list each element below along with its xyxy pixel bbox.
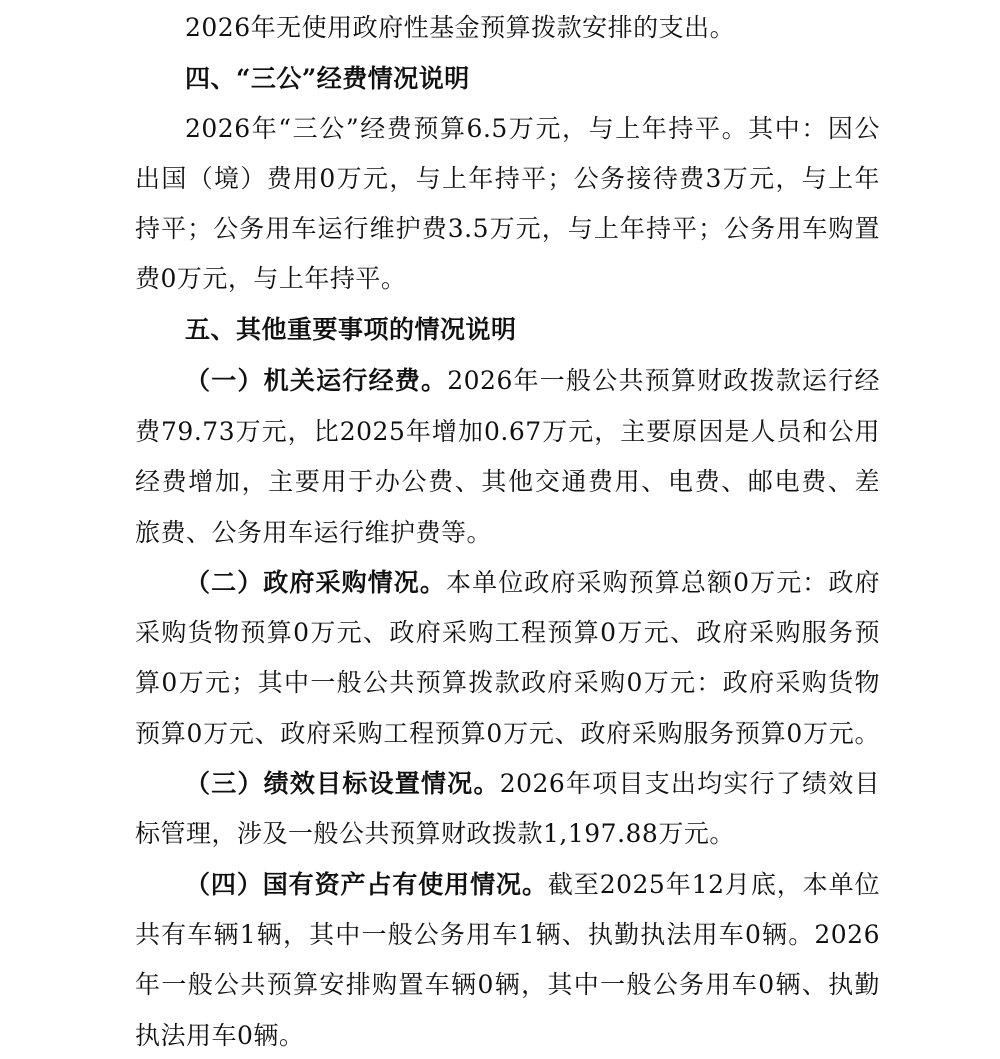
line-text: 采购货物预算0万元、政府采购工程预算0万元、政府采购服务预 — [135, 618, 880, 647]
subsection-lead: （四）国有资产占有使用情况。 — [185, 870, 548, 899]
line-text: 持平；公务用车运行维护费3.5万元，与上年持平；公务用车购置 — [135, 214, 880, 243]
line-text: 2026年项目支出均实行了绩效目 — [499, 769, 880, 798]
paragraph-line — [185, 113, 880, 145]
section-heading-other-matters — [185, 314, 880, 346]
line-text: 共有车辆1辆，其中一般公务用车1辆、执勤执法用车0辆。2026 — [135, 920, 880, 949]
line-text: 截至2025年12月底，本单位 — [547, 870, 880, 899]
subsection-lead: （二）政府采购情况。 — [185, 568, 446, 597]
paragraph-line — [135, 818, 880, 850]
subsection-lead: （三）绩效目标设置情况。 — [185, 769, 500, 798]
paragraph-line — [135, 919, 880, 951]
paragraph-line — [135, 667, 880, 699]
line-text: 预算0万元、政府采购工程预算0万元、政府采购服务预算0万元。 — [135, 719, 880, 748]
paragraph-line — [185, 869, 880, 901]
paragraph-line — [135, 969, 880, 1001]
line-text: 2026年一般公共预算财政拨款运行经 — [447, 366, 880, 395]
heading-text: 四、“三公”经费情况说明 — [185, 64, 470, 93]
paragraph-line — [135, 263, 880, 295]
subsection-lead: （一）机关运行经费。 — [185, 366, 448, 395]
line-text: 出国（境）费用0万元，与上年持平；公务接待费3万元，与上年 — [135, 164, 880, 193]
line-text: 经费增加，主要用于办公费、其他交通费用、电费、邮电费、差 — [135, 467, 880, 496]
paragraph-line — [135, 617, 880, 649]
section-heading-three-public — [185, 63, 880, 95]
line-text: 本单位政府采购预算总额0万元：政府 — [446, 568, 880, 597]
paragraph-line — [135, 213, 880, 245]
paragraph-line — [135, 416, 880, 448]
line-text: 费0万元，与上年持平。 — [135, 264, 407, 293]
line-text: 算0万元；其中一般公共预算拨款政府采购0万元：政府采购货物 — [135, 668, 880, 697]
paragraph-line — [135, 718, 880, 750]
line-text: 2026年无使用政府性基金预算拨款安排的支出。 — [185, 13, 736, 42]
line-text: 执法用车0辆。 — [135, 1021, 305, 1050]
line-text: 费79.73万元，比2025年增加0.67万元，主要原因是人员和公用 — [135, 417, 880, 446]
paragraph-line — [185, 365, 880, 397]
paragraph-line — [135, 466, 880, 498]
line-text: 2026年“三公”经费预算6.5万元，与上年持平。其中：因公 — [185, 114, 880, 143]
line-text: 旅费、公务用车运行维护费等。 — [135, 518, 493, 547]
paragraph-line — [185, 567, 880, 599]
paragraph-line — [135, 517, 880, 549]
paragraph-line — [135, 163, 880, 195]
paragraph-line — [185, 768, 880, 800]
line-text: 标管理，涉及一般公共预算财政拨款1,197.88万元。 — [135, 819, 735, 848]
paragraph-line — [185, 12, 880, 44]
line-text: 年一般公共预算安排购置车辆0辆，其中一般公务用车0辆、执勤 — [135, 970, 880, 999]
paragraph-line — [135, 1020, 880, 1052]
heading-text: 五、其他重要事项的情况说明 — [185, 315, 517, 344]
